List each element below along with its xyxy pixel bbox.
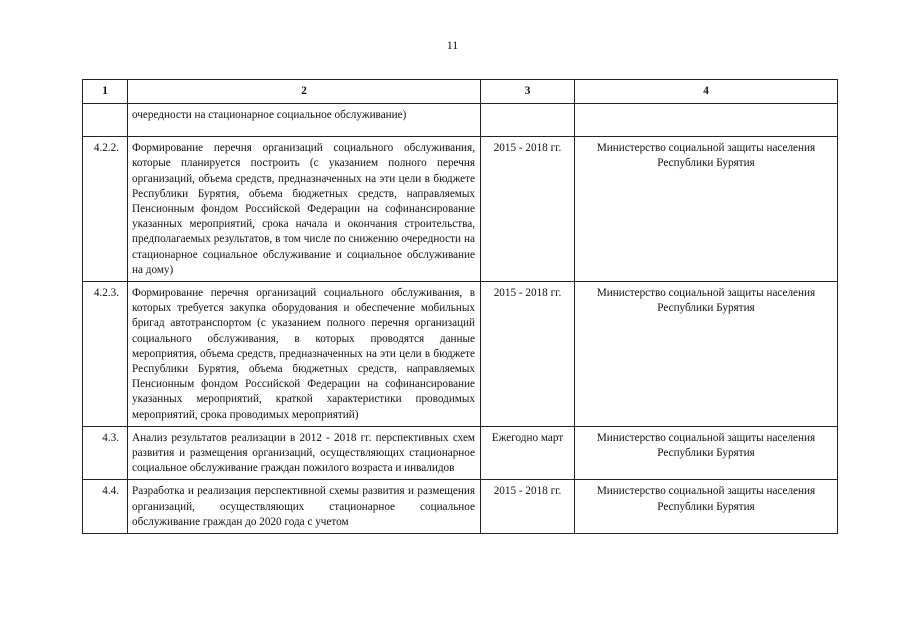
row-responsible: [575, 104, 838, 137]
row-term: 2015 - 2018 гг.: [481, 282, 575, 427]
row-term: 2015 - 2018 гг.: [481, 480, 575, 534]
row-responsible: Министерство социальной защиты населения Республики Бурятия: [575, 282, 838, 427]
row-number: 4.2.2.: [83, 137, 128, 282]
row-responsible: Министерство социальной защиты населения Республики Бурятия: [575, 426, 838, 480]
row-responsible: Министерство социальной защиты населения Республики Бурятия: [575, 480, 838, 534]
header-col-1: 1: [83, 80, 128, 104]
row-responsible: Министерство социальной защиты населения Республики Бурятия: [575, 137, 838, 282]
row-number: 4.3.: [83, 426, 128, 480]
measures-table: [82, 79, 838, 534]
row-description: Формирование перечня организаций социального обслуживания, которые планируется построить (с указанием полного перечня организаций, объема средств, предназначенных на эти цели в бюджете Республики Бурятия, объема бюджетных средств, направляемых Пенсионным фондом Российской Федерации на софинансирование указанных мероприятий, срока начала и окончания строительства, предполагаемых результатов, в том числе по снижению очередности на стационарное социальное обслуживание и социальное обслуживание на дому): [128, 137, 481, 282]
table-row: [83, 282, 838, 427]
row-description: Анализ результатов реализации в 2012 - 2018 гг. перспективных схем развития и размещения организаций, осуществляющих стационарное социальное обслуживание граждан пожилого возраста и инвалидов: [128, 426, 481, 480]
table-header-row: [83, 80, 838, 104]
row-term: Ежегодно март: [481, 426, 575, 480]
table-row: [83, 480, 838, 534]
row-number: [83, 104, 128, 137]
row-description: Формирование перечня организаций социального обслуживания, в которых требуется закупка оборудования и обеспечение мобильных бригад автотранспортом (с указанием полного перечня организаций социального обслуживания, в которых проводятся данные мероприятия, объема средств, предназначенных на эти цели в бюджете Республики Бурятия, объема бюджетных средств, направляемых Пенсионным фондом Российской Федерации на софинансирование указанных мероприятий, краткой характеристики проводимых мероприятий, срока проводимых мероприятий): [128, 282, 481, 427]
row-number: 4.2.3.: [83, 282, 128, 427]
row-term: 2015 - 2018 гг.: [481, 137, 575, 282]
table-row: [83, 426, 838, 480]
row-description: Разработка и реализация перспективной схемы развития и размещения организаций, осуществляющих стационарное социальное обслуживание граждан до 2020 года с учетом: [128, 480, 481, 534]
table-row: [83, 137, 838, 282]
header-col-3: 3: [481, 80, 575, 104]
header-col-4: 4: [575, 80, 838, 104]
header-col-2: 2: [128, 80, 481, 104]
row-term: [481, 104, 575, 137]
table-row: [83, 104, 838, 137]
row-description: очередности на стационарное социальное обслуживание): [128, 104, 481, 137]
row-number: 4.4.: [83, 480, 128, 534]
page-number: 11: [446, 38, 459, 52]
